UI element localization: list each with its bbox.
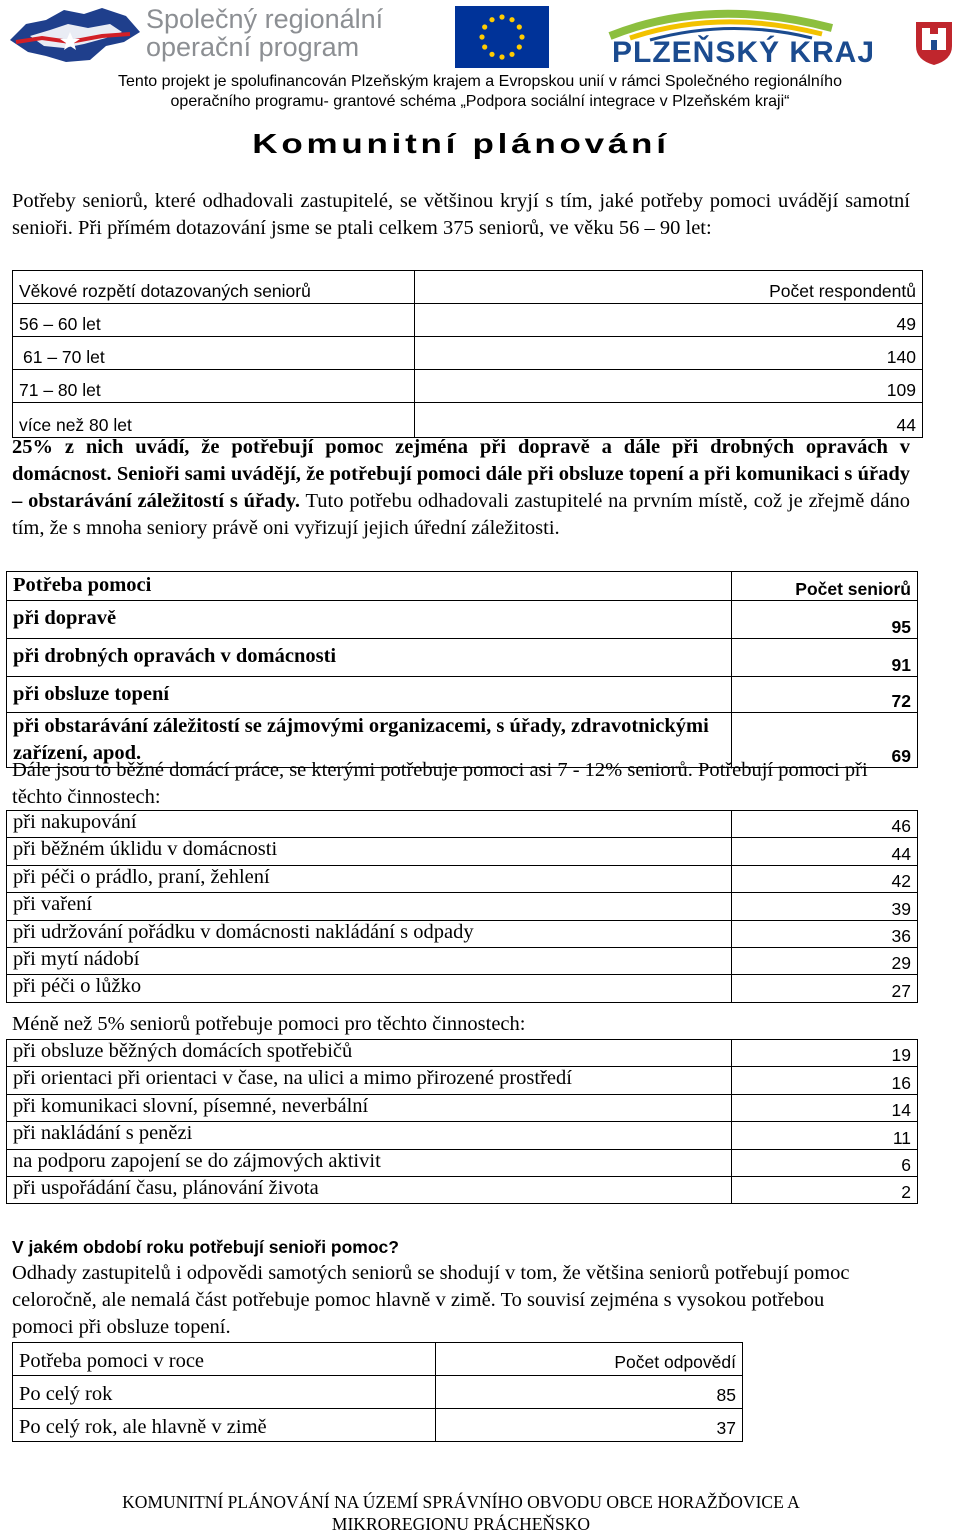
column-header: Počet seniorů — [732, 572, 918, 601]
table-cell: 42 — [732, 865, 918, 892]
findings-normal: Tuto potřebu odhadovali zastupitelé na prvním místě, což je zřejmě dáno tím, že s mnoha seniory právě oni vyřizují jejich úřední záležitosti. — [12, 490, 910, 539]
plzensky-kraj-logo — [600, 2, 876, 69]
intro-text: Potřeby seniorů, které odhadovali zastupitelé, se většinou kryjí s tím, jaké potřeby pomoci uvádějí samotní senioři. Při přímém dotazování jsme se ptali celkem 375 seniorů, ve věku 56 – 90 let: — [12, 190, 910, 239]
srop-logo — [6, 2, 406, 68]
table-row — [13, 370, 923, 403]
funding-line1: Tento projekt je spolufinancován Plzeňským krajem a Evropskou unií v rámci Společného regionálního — [118, 73, 842, 90]
town-crest-icon — [914, 20, 954, 66]
table-cell: 91 — [732, 639, 918, 677]
table-row — [7, 920, 918, 947]
eu-flag-icon — [455, 6, 549, 68]
table-cell: 19 — [732, 1040, 918, 1067]
table-cell: 71 – 80 let — [13, 370, 415, 403]
footer-line1: KOMUNITNÍ PLÁNOVÁNÍ NA ÚZEMÍ SPRÁVNÍHO OBVODU OBCE HORAŽĎOVICE A — [122, 1492, 800, 1512]
need-table — [6, 571, 918, 768]
region-logo-text: PLZEŇSKÝ KRAJ — [612, 36, 876, 69]
table-cell: při obsluze běžných domácích spotřebičů — [7, 1040, 732, 1067]
table-row — [7, 1122, 918, 1149]
srop-logo-line1: Společný regionální — [146, 4, 384, 34]
table-cell: 49 — [415, 304, 923, 337]
table-row — [13, 1376, 743, 1409]
table-cell: 56 – 60 let — [13, 304, 415, 337]
table-row — [7, 1067, 918, 1094]
intro-paragraph — [12, 188, 910, 242]
footer-line2: MIKROREGIONU PRÁCHEŇSKO — [331, 1514, 591, 1534]
table-cell: 69 — [732, 713, 918, 768]
table-cell: více než 80 let — [13, 403, 415, 438]
table-cell: při péči o lůžko — [7, 975, 732, 1002]
table-cell: při vaření — [7, 893, 732, 920]
table-cell: 2 — [732, 1176, 918, 1203]
column-header: Potřeba pomoci v roce — [13, 1343, 436, 1376]
season-table — [12, 1342, 743, 1442]
age-table — [12, 270, 923, 438]
table-cell: při udržování pořádku v domácnosti nakládání s odpady — [7, 920, 732, 947]
table-cell: 95 — [732, 601, 918, 639]
funding-notice — [0, 72, 960, 112]
table-row — [7, 893, 918, 920]
page-title: Komunitní plánování — [252, 128, 670, 159]
table-row — [7, 677, 918, 713]
table-cell: 37 — [436, 1409, 743, 1442]
table-cell: 85 — [436, 1376, 743, 1409]
season-question: V jakém období roku potřebují senioři pomoc? — [12, 1237, 399, 1257]
srop-logo-line2: operační program — [146, 32, 360, 62]
table-cell: při uspořádání času, plánování života — [7, 1176, 732, 1203]
table-row — [13, 304, 923, 337]
table-cell: při nakupování — [7, 811, 732, 838]
table-cell: 14 — [732, 1094, 918, 1121]
table-header-row — [13, 271, 923, 304]
table-cell: při běžném úklidu v domácnosti — [7, 838, 732, 865]
table-cell: 46 — [732, 811, 918, 838]
column-header: Potřeba pomoci — [7, 572, 732, 601]
table-row — [7, 811, 918, 838]
table-row — [7, 601, 918, 639]
table-cell: 11 — [732, 1122, 918, 1149]
table-row — [7, 1149, 918, 1176]
table-row — [13, 403, 923, 438]
table-row — [7, 1040, 918, 1067]
table-row — [7, 975, 918, 1002]
season-paragraph — [12, 1260, 872, 1341]
findings-bold: 25% z nich uvádí, že potřebují pomoc zejména při dopravě a dále při drobných opravách v domácnost. Senioři sami uvádějí, že potřebují pomoci dále při obsluze topení a při komunikaci s úřady – obstarávání záležitostí s úřady. — [12, 436, 910, 512]
table-cell: při obsluze topení — [7, 677, 732, 713]
srop-map-icon — [6, 2, 146, 68]
table-cell: Po celý rok — [13, 1376, 436, 1409]
table-cell: 29 — [732, 947, 918, 974]
less-table — [6, 1039, 918, 1204]
table-row — [7, 947, 918, 974]
table-cell: 16 — [732, 1067, 918, 1094]
table-cell: při obstarávání záležitostí se zájmovými organizacemi, s úřady, zdravotnickými zařízení, apod. — [7, 713, 732, 768]
table-row — [13, 337, 923, 370]
table-cell: 44 — [732, 838, 918, 865]
table-cell: 6 — [732, 1149, 918, 1176]
table-cell: 140 — [415, 337, 923, 370]
table-cell: 44 — [415, 403, 923, 438]
table-row — [7, 838, 918, 865]
table-cell: 109 — [415, 370, 923, 403]
table-header-row — [13, 1343, 743, 1376]
chores-intro-text: Dále jsou to běžné domácí práce, se kterými potřebuje pomoci asi 7 - 12% seniorů. Potřebují pomoci při těchto činnostech: — [12, 759, 868, 808]
table-row — [7, 1094, 918, 1121]
table-cell: při komunikaci slovní, písemné, neverbální — [7, 1094, 732, 1121]
table-cell: 27 — [732, 975, 918, 1002]
table-cell: 61 – 70 let — [13, 337, 415, 370]
table-cell: při drobných opravách v domácnosti — [7, 639, 732, 677]
column-header: Počet odpovědí — [436, 1343, 743, 1376]
table-cell: při orientaci při orientaci v čase, na ulici a mimo přirozené prostředí — [7, 1067, 732, 1094]
table-header-row — [7, 572, 918, 601]
column-header: Věkové rozpětí dotazovaných seniorů — [13, 271, 415, 304]
findings-text — [12, 434, 910, 542]
table-row — [13, 1409, 743, 1442]
table-cell: při mytí nádobí — [7, 947, 732, 974]
table-cell: 36 — [732, 920, 918, 947]
findings-paragraph — [12, 434, 910, 542]
table-row — [7, 865, 918, 892]
table-cell: Po celý rok, ale hlavně v zimě — [13, 1409, 436, 1442]
column-header: Počet respondentů — [415, 271, 923, 304]
funding-line2: operačního programu- grantové schéma „Podpora sociální integrace v Plzeňském kraji“ — [170, 93, 790, 110]
table-cell: 39 — [732, 893, 918, 920]
less-intro-text: Méně než 5% seniorů potřebuje pomoci pro těchto činnostech: — [12, 1013, 526, 1035]
page-footer — [0, 1491, 922, 1535]
season-text: Odhady zastupitelů i odpovědi samotých seniorů se shodují v tom, že většina seniorů potřebují pomoc celoročně, ale nemalá část potřebuje pomoc hlavně v zimě. To souvisí zejména s vysokou potřebou pomoci při obsluze topení. — [12, 1262, 850, 1338]
table-cell: při dopravě — [7, 601, 732, 639]
table-row — [7, 1176, 918, 1203]
table-cell: při nakládání s penězi — [7, 1122, 732, 1149]
less-intro — [12, 1011, 910, 1038]
table-row — [7, 639, 918, 677]
table-cell: při péči o prádlo, praní, žehlení — [7, 865, 732, 892]
table-cell: na podporu zapojení se do zájmových aktivit — [7, 1149, 732, 1176]
chores-intro — [12, 757, 910, 811]
table-cell: 72 — [732, 677, 918, 713]
chores-table — [6, 810, 918, 1003]
